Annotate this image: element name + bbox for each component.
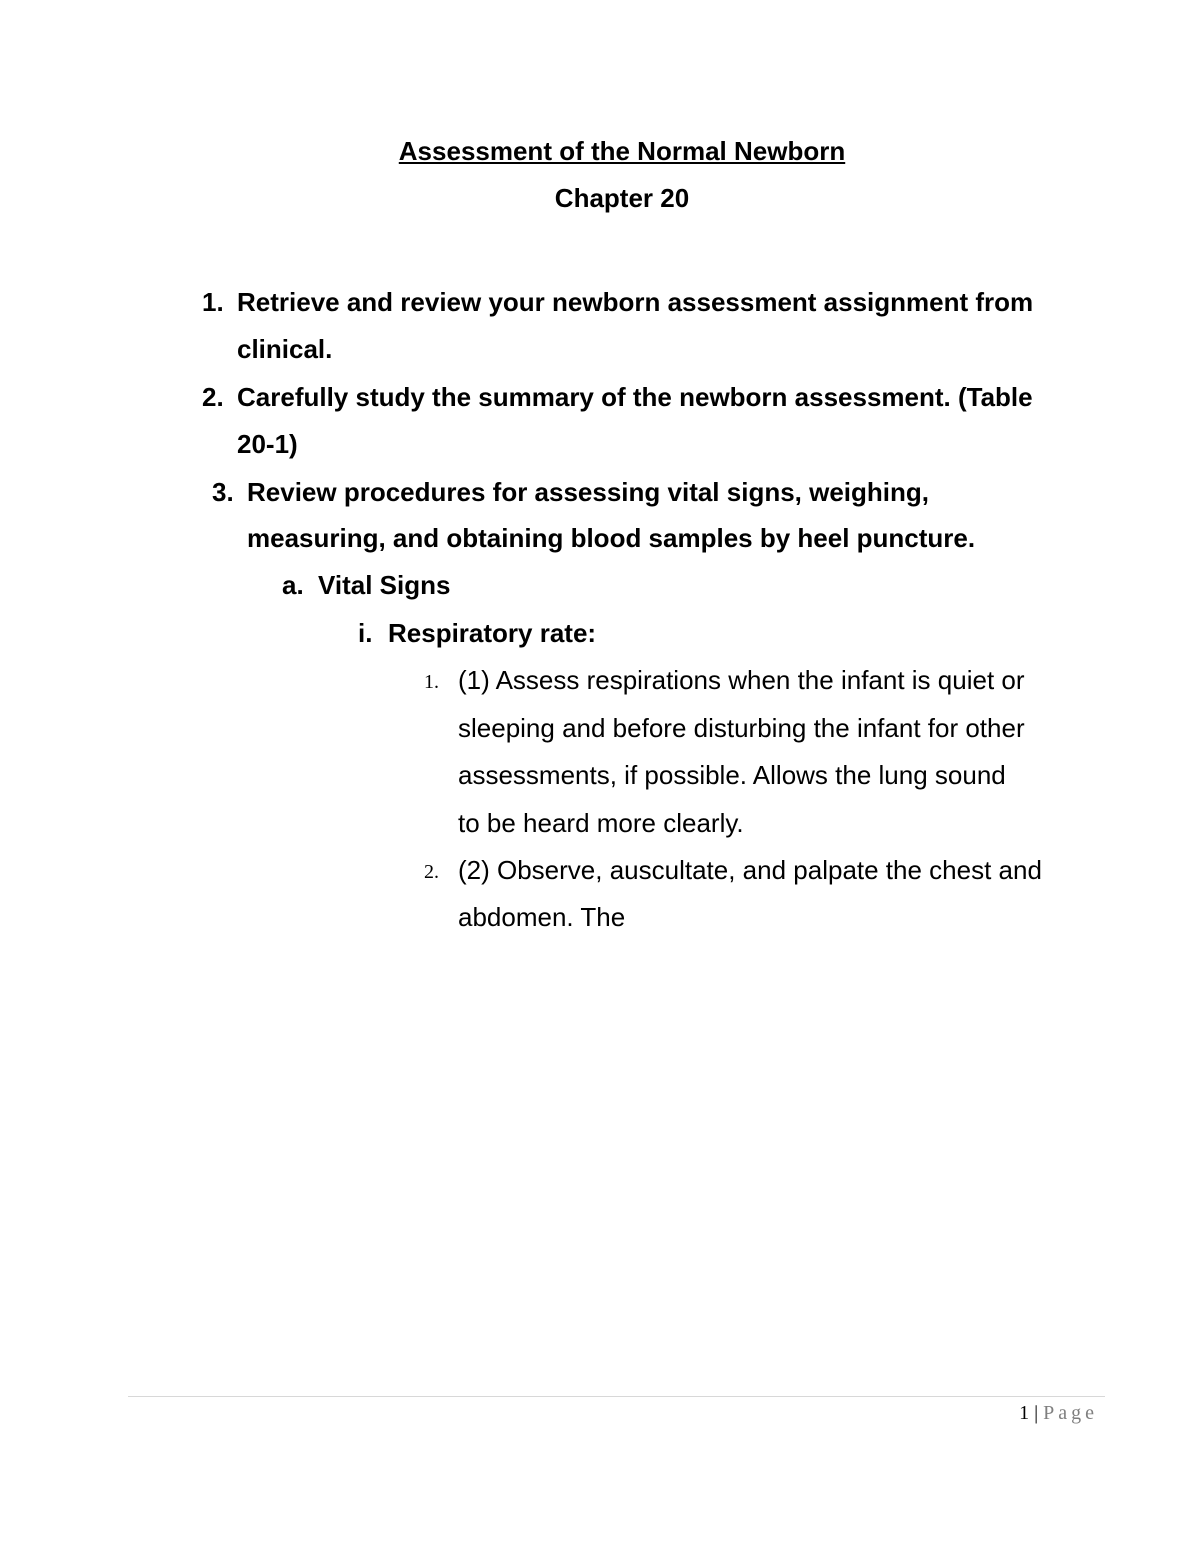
list-item-1-line-2: clinical. [237,334,333,364]
list-item-2-line-2: 20-1) [237,429,298,459]
sublist-marker-a: a. [282,570,304,600]
step-2-line-2: abdomen. The [458,902,626,932]
list-marker-1: 1. [202,287,224,317]
sublist-item-respiratory-rate: Respiratory rate: [388,618,597,648]
page-number: 1 [1019,1402,1030,1424]
step-marker-2: 2. [424,861,439,883]
list-item-1-line-1: Retrieve and review your newborn assessment assignment from [237,287,1034,317]
list-item-3-line-1: Review procedures for assessing vital signs, weighing, [247,477,929,507]
step-2-line-1: (2) Observe, auscultate, and palpate the chest and [458,855,1042,885]
sublist-item-vital-signs: Vital Signs [318,570,451,600]
step-1-line-1: (1) Assess respirations when the infant is quiet or [458,665,1025,695]
list-item-3-line-2: measuring, and obtaining blood samples by heel puncture. [247,523,976,553]
list-marker-2: 2. [202,382,224,412]
page-separator: | [1034,1402,1039,1424]
document-title: Assessment of the Normal Newborn [398,136,846,166]
chapter-heading: Chapter 20 [554,183,690,213]
list-item-2-line-1: Carefully study the summary of the newborn assessment. (Table [237,382,1033,412]
list-marker-3: 3. [212,477,234,507]
step-1-line-4: to be heard more clearly. [458,808,744,838]
sublist-marker-i: i. [358,618,373,648]
page-label: Page [1043,1402,1098,1424]
step-marker-1: 1. [424,671,439,693]
step-1-line-2: sleeping and before disturbing the infant for other [458,713,1025,743]
footer-divider [128,1396,1105,1397]
page-footer [1019,1400,1098,1426]
step-1-line-3: assessments, if possible. Allows the lung sound [458,760,1006,790]
